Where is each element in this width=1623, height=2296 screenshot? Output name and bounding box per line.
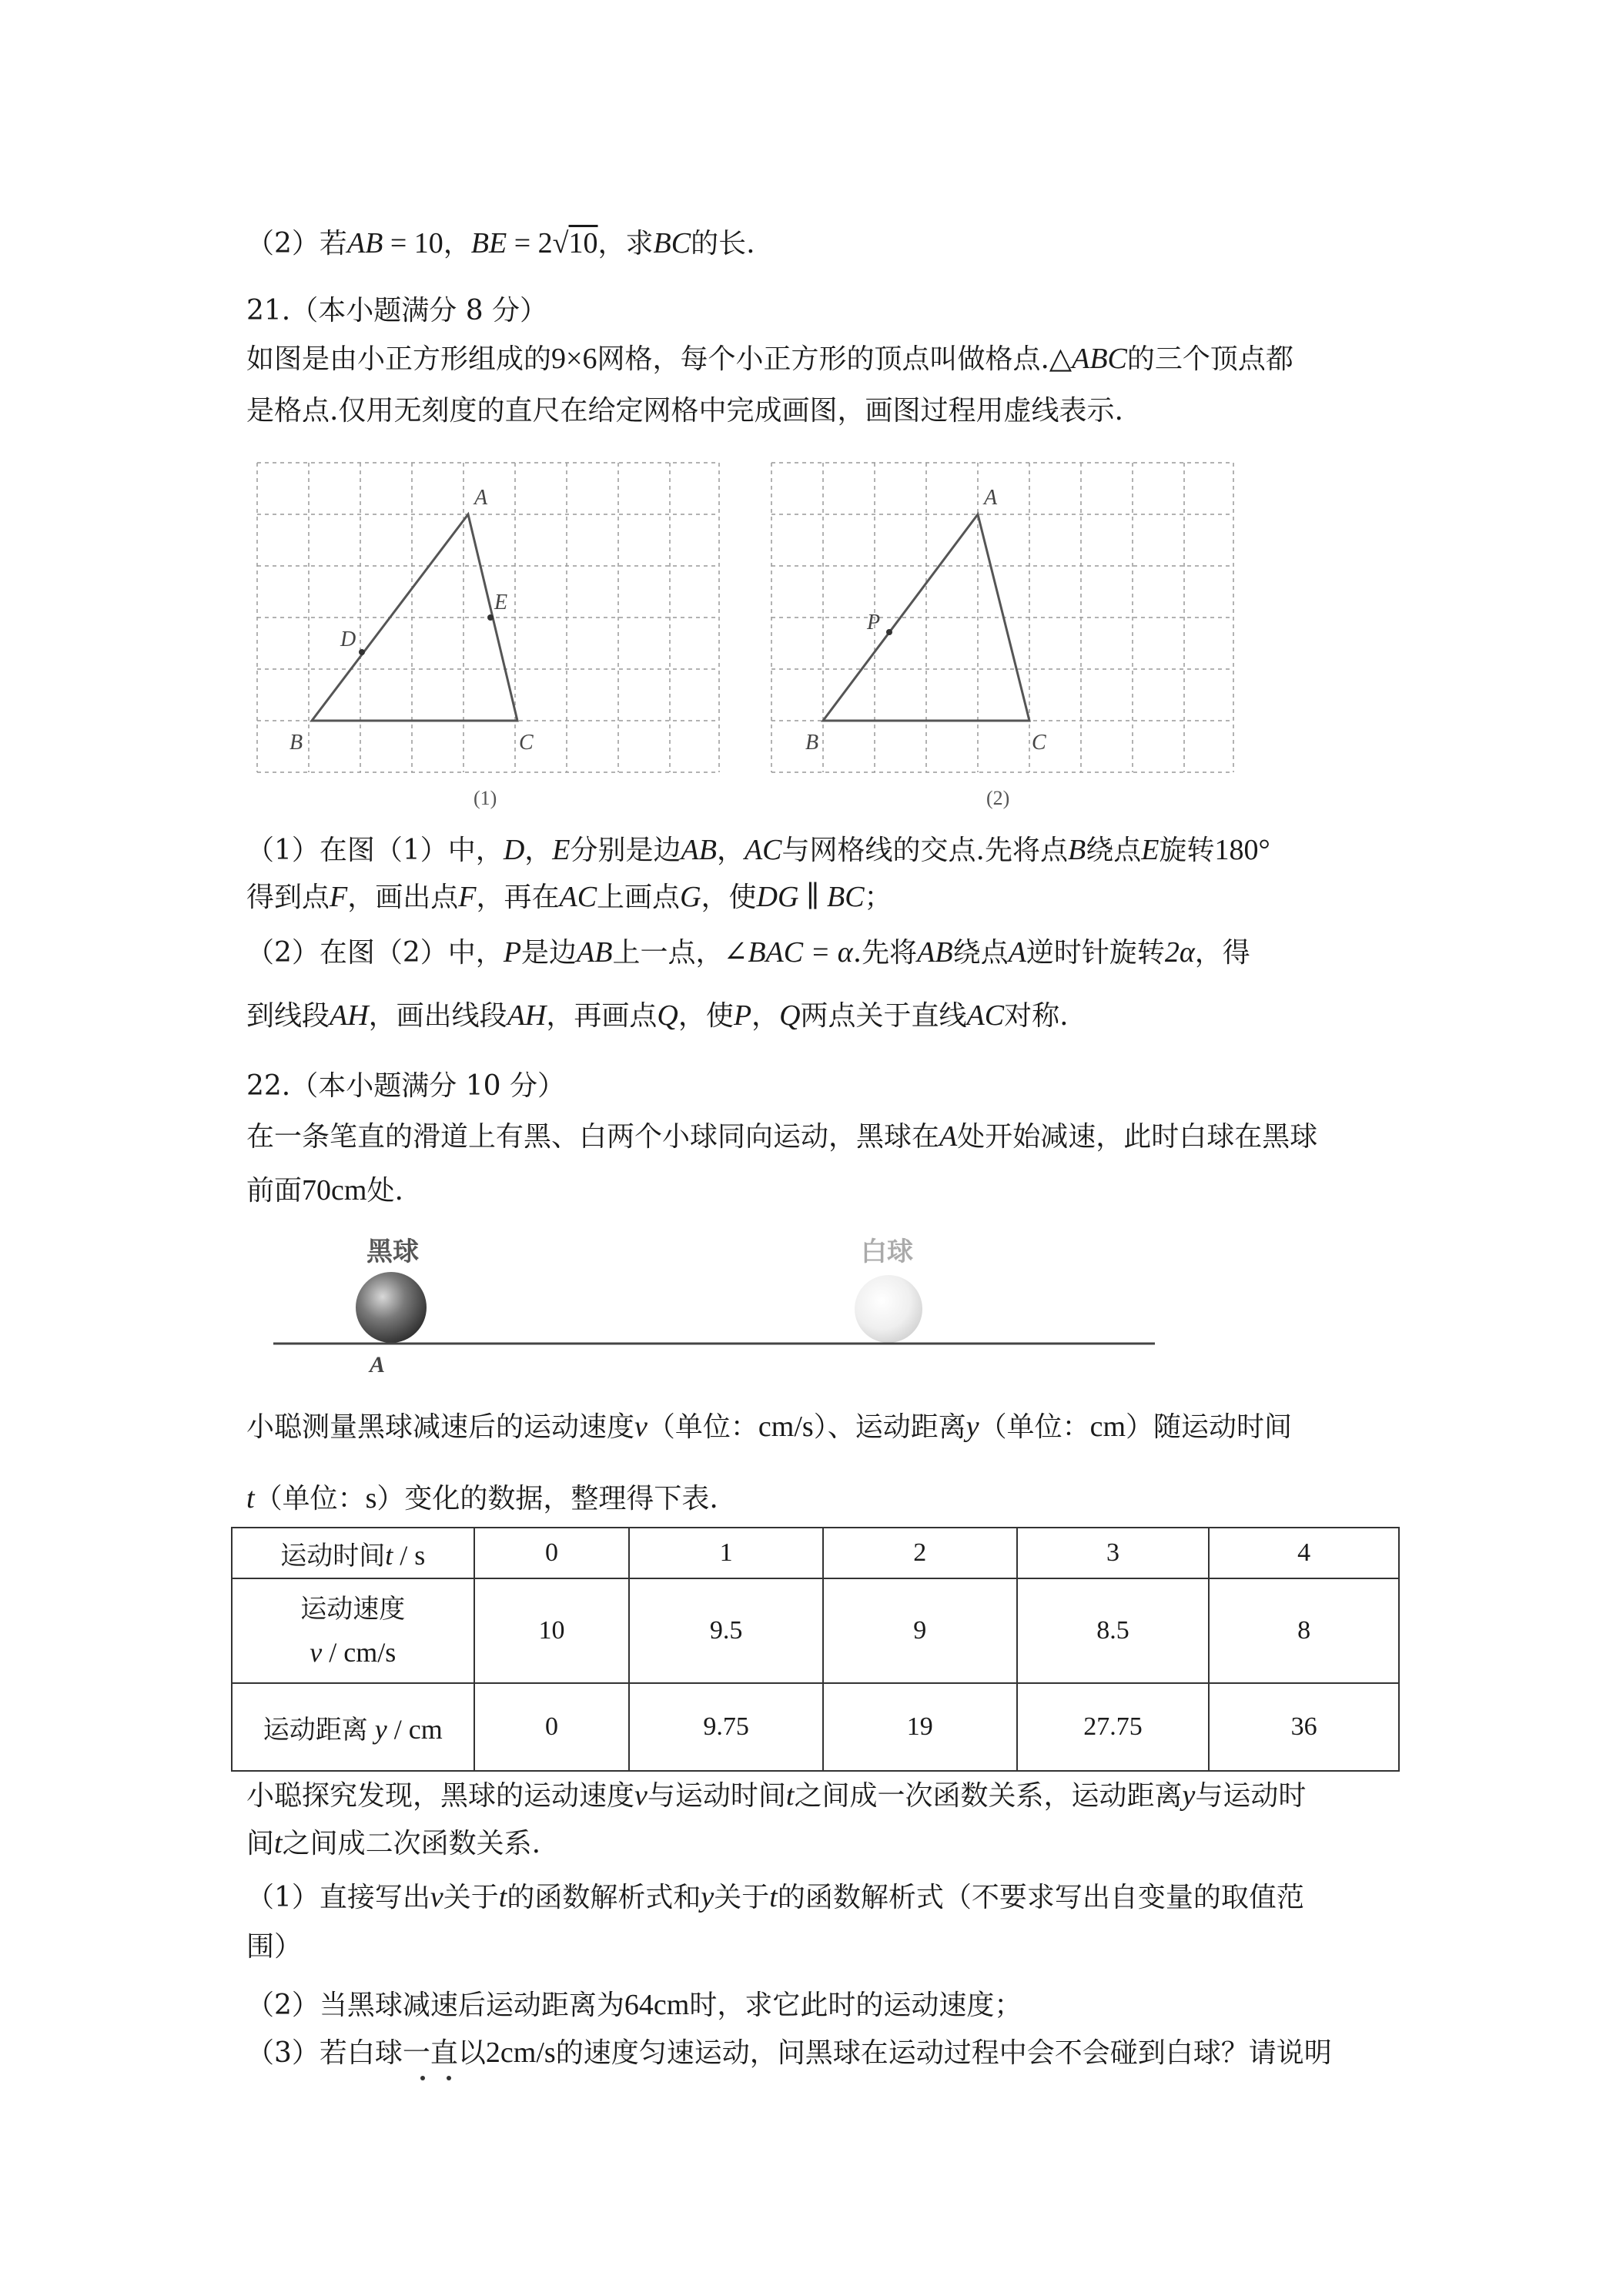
table-row: [232, 1578, 1399, 1683]
q22-ball-figure: [262, 1228, 1170, 1386]
label-e: E: [494, 591, 508, 614]
table-cell: 2: [823, 1528, 1017, 1578]
table-cell: 0: [474, 1683, 630, 1771]
point-a-label: A: [370, 1352, 386, 1377]
table-cell: 9.75: [629, 1683, 823, 1771]
row-header-distance: 运动距离 y / cm: [232, 1683, 474, 1771]
table-row: [232, 1528, 1399, 1578]
label-d: D: [340, 628, 356, 651]
q22-finding-line1: 小聪探究发现，黑球的运动速度v与运动时间t之间成一次函数关系，运动距离y与运动时: [246, 1779, 1307, 1812]
point-p: [886, 629, 892, 635]
table-cell: 9.5: [629, 1578, 823, 1683]
q21-part2-line2: 到线段AH，画出线段AH，再画点Q，使P，Q两点关于直线AC对称.: [246, 999, 1069, 1032]
sqrt-sign: √: [552, 227, 569, 259]
white-ball: [855, 1275, 922, 1343]
figure-caption: (1): [474, 787, 497, 809]
q22-measure-line2: t（单位：s）变化的数据，整理得下表.: [246, 1482, 718, 1514]
table-cell: 10: [474, 1578, 630, 1683]
q22-part2-line: （2）当黑球减速后运动距离为64cm时，求它此时的运动速度；: [246, 1989, 1022, 2021]
q22-part1-line1: （1）直接写出v关于t的函数解析式和y关于t的函数解析式（不要求写出自变量的取值范: [246, 1881, 1304, 1913]
q22-intro-line2: 前面70cm处.: [246, 1174, 403, 1207]
label-c: C: [519, 731, 534, 755]
q21-figure-1: [254, 458, 731, 812]
table-cell: 19: [823, 1683, 1017, 1771]
q22-measure-line1: 小聪测量黑球减速后的运动速度v（单位：cm/s）、运动距离y（单位：cm）随运动时间: [246, 1411, 1293, 1443]
row-header-speed: 运动速度 v / cm/s: [232, 1578, 474, 1683]
black-ball-label: 黑球: [366, 1237, 419, 1267]
table-cell: 4: [1209, 1528, 1399, 1578]
table-cell: 27.75: [1017, 1683, 1210, 1771]
q21-header: 21.（本小题满分 8 分）: [246, 295, 548, 326]
label-c: C: [1032, 731, 1046, 755]
q21-figure-2: [768, 458, 1246, 812]
q22-part3-line: （3）若白球一直以2cm/s的速度匀速运动，问黑球在运动过程中会不会碰到白球？请说明: [246, 2037, 1332, 2069]
table-cell: 9: [823, 1578, 1017, 1683]
black-ball: [356, 1272, 427, 1343]
point-e: [487, 614, 494, 621]
q22-header: 22.（本小题满分 10 分）: [246, 1070, 565, 1102]
q21-intro-line1: 如图是由小正方形组成的9×6网格，每个小正方形的顶点叫做格点.△ABC的三个顶点都: [246, 343, 1293, 375]
label-p: P: [867, 611, 881, 634]
table-cell: 3: [1017, 1528, 1210, 1578]
motion-data-table: [231, 1527, 1400, 1772]
figure-caption: (2): [986, 787, 1010, 809]
white-ball-label: 白球: [861, 1237, 913, 1267]
q22-intro-line1: 在一条笔直的滑道上有黑、白两个小球同向运动，黑球在A处开始减速，此时白球在黑球: [246, 1120, 1318, 1153]
label-a: A: [984, 486, 998, 510]
q22-part1-line2: 围）: [246, 1931, 303, 1963]
q20-part2-line: （2）若AB = 10，BE = 2√10，求BC的长.: [246, 227, 755, 259]
row-header-time: 运动时间t / s: [232, 1528, 474, 1578]
table-cell: 1: [629, 1528, 823, 1578]
q21-part1-line1: （1）在图（1）中，D，E分别是边AB，AC与网格线的交点.先将点B绕点E旋转180°: [246, 834, 1270, 866]
label-b: B: [805, 731, 819, 755]
point-d: [359, 649, 365, 655]
table-cell: 8: [1209, 1578, 1399, 1683]
table-row: [232, 1683, 1399, 1771]
q21-intro-line2: 是格点.仅用无刻度的直尺在给定网格中完成画图，画图过程用虚线表示.: [246, 395, 1123, 427]
label-a: A: [474, 486, 488, 510]
q21-part1-line2: 得到点F，画出点F，再在AC上画点G，使DG ∥ BC；: [246, 881, 892, 913]
table-cell: 0: [474, 1528, 630, 1578]
label-b: B: [289, 731, 303, 755]
q22-finding-line2: 间t之间成二次函数关系.: [246, 1827, 541, 1859]
table-cell: 8.5: [1017, 1578, 1210, 1683]
emphasis-dots: [417, 2076, 463, 2083]
q21-part2-line1: （2）在图（2）中，P是边AB上一点，∠BAC = α.先将AB绕点A逆时针旋转2α，得: [246, 936, 1250, 969]
table-cell: 36: [1209, 1683, 1399, 1771]
